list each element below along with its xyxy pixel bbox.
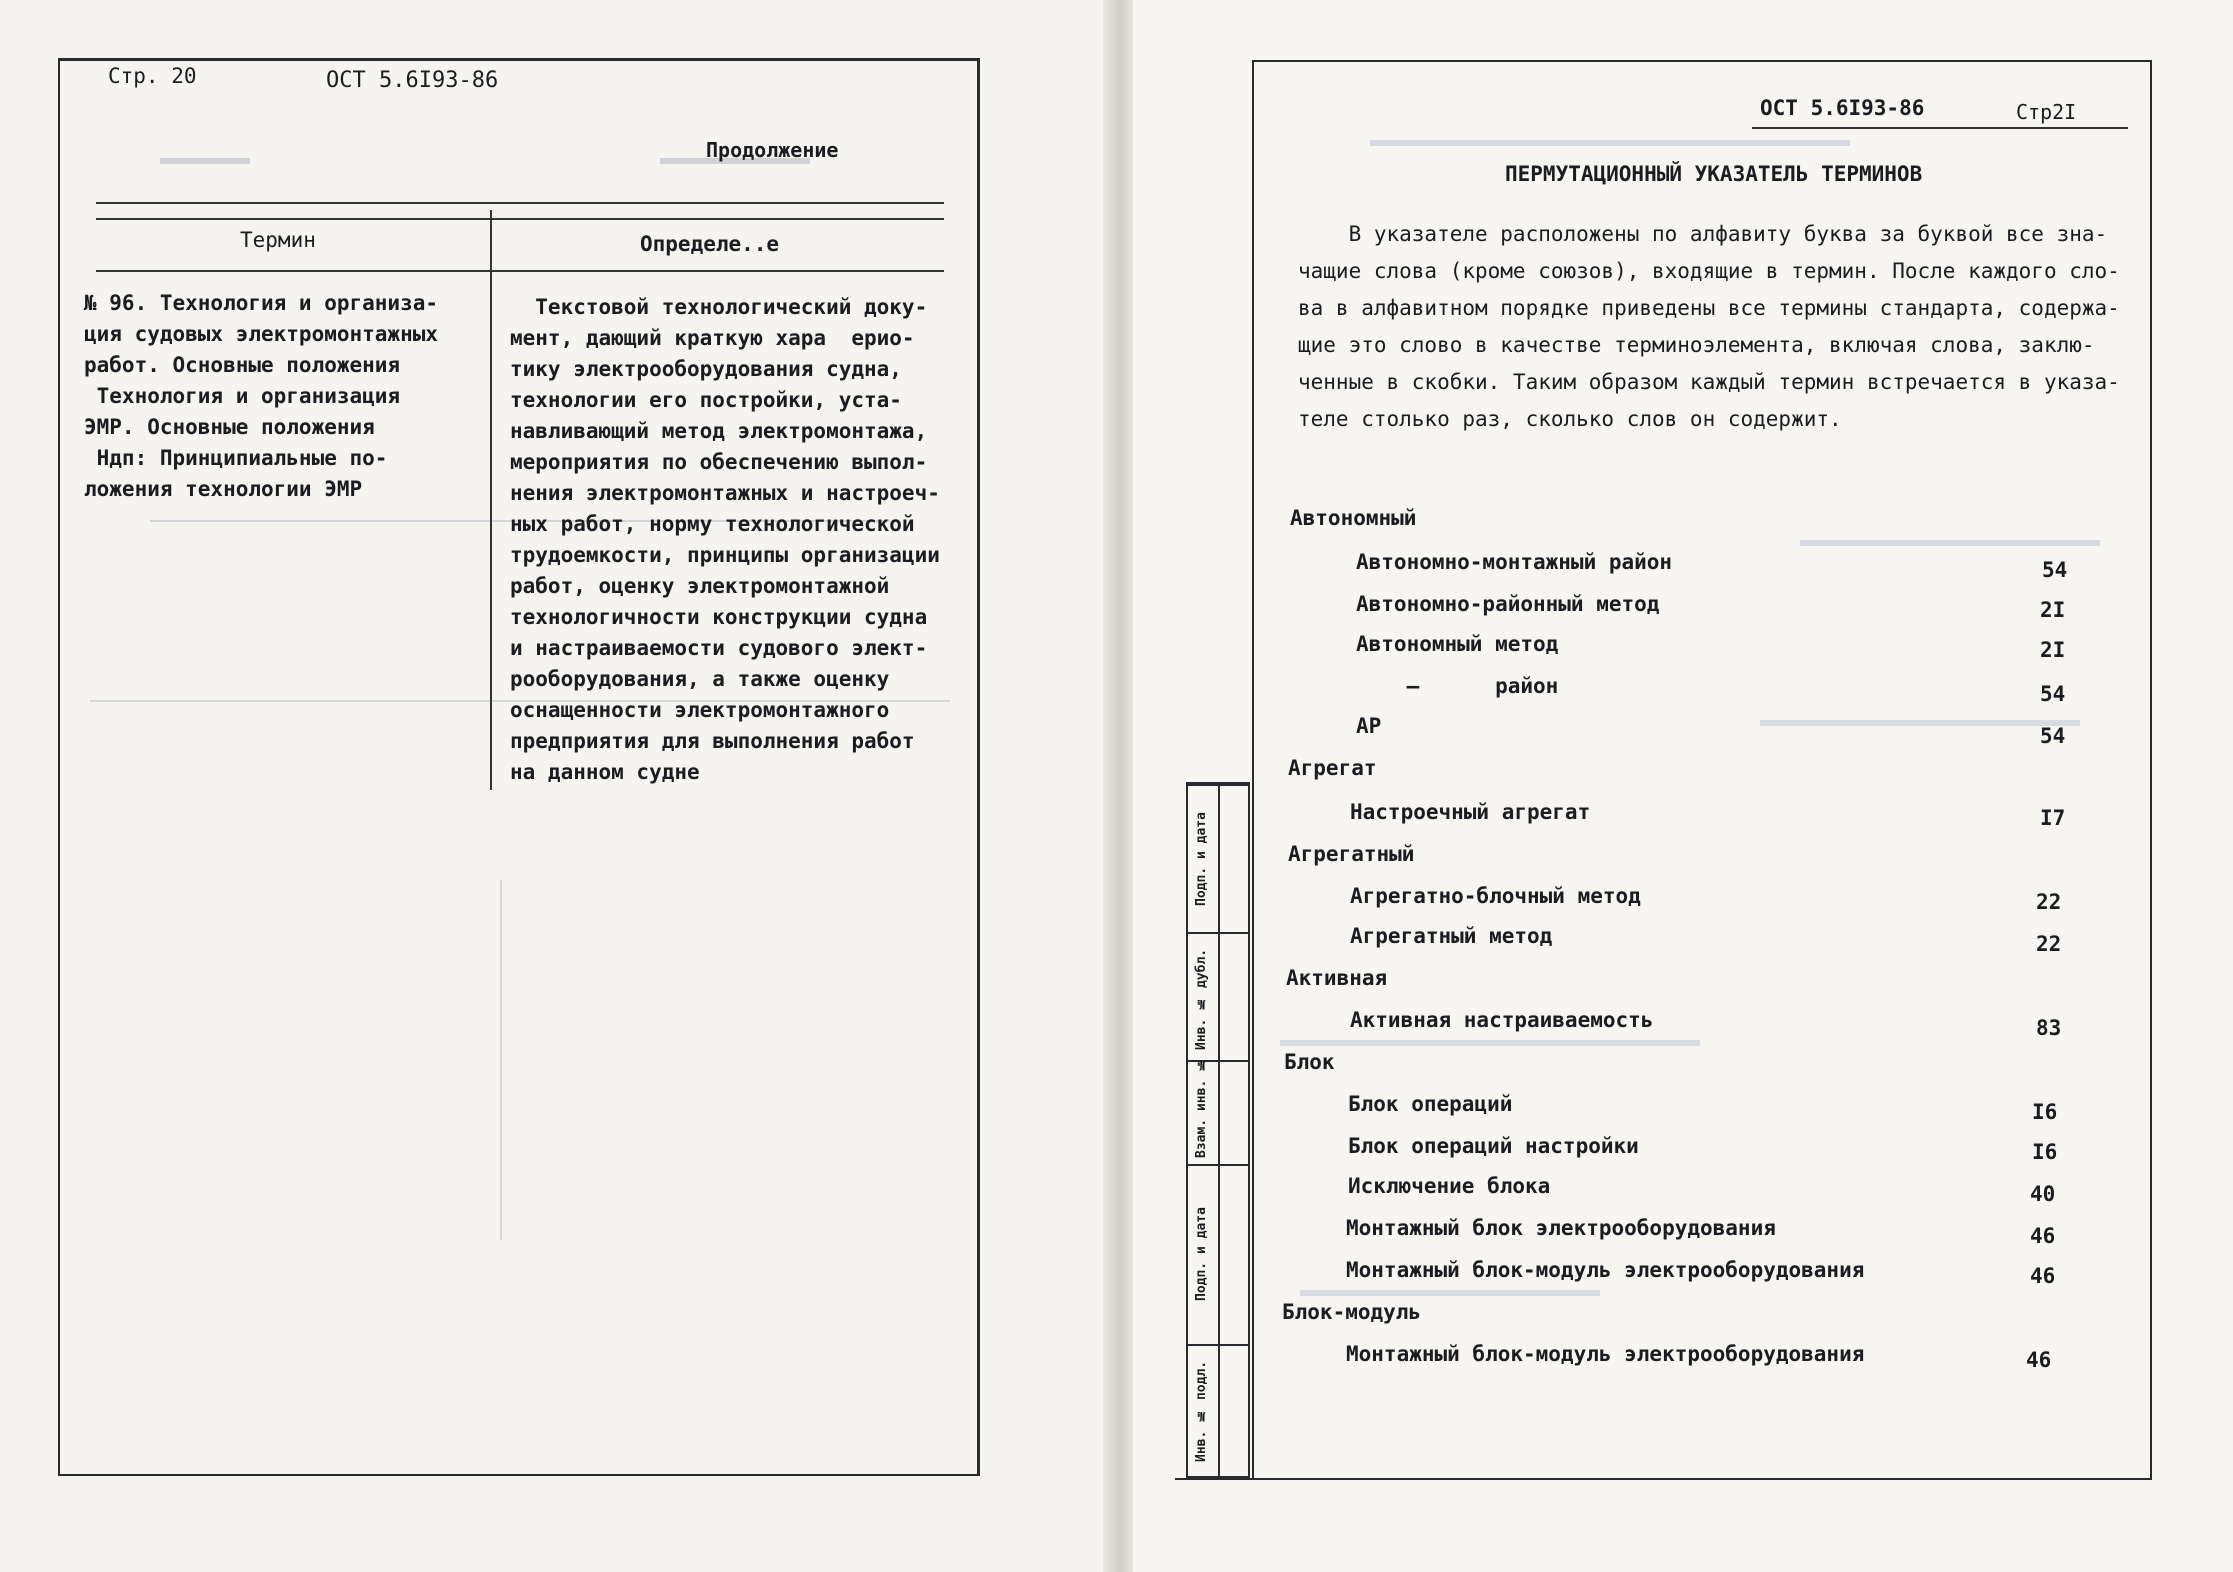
index-entry: Агрегатный метод (1350, 924, 1553, 948)
stamp-label: Инв. № подл. (1194, 1360, 1209, 1463)
column-header-definition: Определе..е (640, 232, 780, 256)
stamp-label: Взам. инв. № (1194, 1056, 1209, 1158)
index-heading: Активная (1286, 966, 1388, 990)
term-line: ЭМР. Основные положения (84, 415, 375, 439)
stamp-label: Подп. и дата (1194, 1207, 1209, 1301)
term-line: Технология и организация (84, 384, 401, 408)
index-entry: Монтажный блок-модуль электрооборудования (1346, 1342, 1865, 1366)
index-entry-page: 46 (2030, 1264, 2056, 1288)
definition-line: мент, дающий краткую хара ерио- (510, 326, 915, 350)
index-entry: Активная настраиваемость (1350, 1008, 1654, 1032)
definition-line: ных работ, норму технологической (510, 512, 915, 536)
right-page-frame-top (1252, 60, 2152, 62)
table-rule-top (96, 202, 944, 204)
index-entry-page: 2I (2040, 638, 2066, 662)
intro-line: ва в алфавитном порядке приведены все термины стандарта, содержа- (1298, 296, 2120, 320)
term-line: ция судовых электромонтажных (84, 322, 439, 346)
stamp-label: Инв. № дубл. (1194, 948, 1209, 1050)
left-page-number: Стр. 20 (108, 64, 197, 88)
right-page-number: Стр2I (2016, 100, 2077, 124)
index-entry: АР (1356, 714, 1382, 738)
index-entry-page: I7 (2040, 806, 2066, 830)
index-heading: Блок (1284, 1050, 1335, 1074)
index-entry: Автономно-районный метод (1356, 592, 1660, 616)
definition-line: трудоемкости, принципы организации (510, 543, 940, 567)
index-entry: Монтажный блок электрооборудования (1346, 1216, 1776, 1240)
term-line: Ндп: Принципиальные по- (84, 446, 388, 470)
index-entry-page: 54 (2040, 724, 2066, 748)
index-entry-page: I6 (2032, 1100, 2058, 1124)
definition-line: нения электромонтажных и настроеч- (510, 481, 940, 505)
index-entry-page: 22 (2036, 932, 2062, 956)
book-gutter (1103, 0, 1133, 1572)
index-entry-page: 46 (2026, 1348, 2052, 1372)
definition-line: рооборудования, а также оценку (510, 667, 890, 691)
definition-line: тику электрооборудования судна, (510, 357, 902, 381)
index-heading: Агрегатный (1288, 842, 1415, 866)
definition-line: и настраиваемости судового элект- (510, 636, 928, 660)
index-entry: Монтажный блок-модуль электрооборудования (1346, 1258, 1865, 1282)
term-line: № 96. Технология и организа- (84, 291, 439, 315)
definition-line: оснащенности электромонтажного (510, 698, 890, 722)
index-entry-page: 54 (2042, 558, 2068, 582)
index-entry: Блок операций настройки (1348, 1134, 1639, 1158)
index-entry-page: 46 (2030, 1224, 2056, 1248)
table-column-divider (490, 210, 492, 790)
index-heading: Блок-модуль (1282, 1300, 1422, 1324)
index-entry-page: 22 (2036, 890, 2062, 914)
term-cell (84, 288, 484, 505)
definition-line: технологичности конструкции судна (510, 605, 928, 629)
index-entry-page: 40 (2030, 1182, 2056, 1206)
intro-line: чащие слова (кроме союзов), входящие в термин. После каждого сло- (1298, 259, 2120, 283)
definition-line: технологии его постройки, уста- (510, 388, 902, 412)
table-rule-header (96, 270, 944, 272)
column-header-term: Термин (240, 228, 316, 252)
index-entry-page: I6 (2032, 1140, 2058, 1164)
index-intro (1298, 216, 2178, 438)
index-entry: Исключение блока (1348, 1174, 1551, 1198)
header-rule (1752, 127, 2128, 129)
table-rule-top-2 (96, 218, 944, 220)
definition-line: на данном судне (510, 760, 700, 784)
term-line: работ. Основные положения (84, 353, 401, 377)
intro-line: теле столько раз, сколько слов он содержит. (1298, 407, 1842, 431)
index-entry: Автономно-монтажный район (1356, 550, 1673, 574)
definition-line: работ, оценку электромонтажной (510, 574, 890, 598)
intro-line: ченные в скобки. Таким образом каждый термин встречается в указа- (1298, 370, 2120, 394)
definition-line: Текстовой технологический доку- (510, 295, 928, 319)
index-entry: Автономный метод (1356, 632, 1559, 656)
index-heading: Автономный (1290, 506, 1417, 530)
definition-cell (510, 292, 950, 788)
index-entry-page: 54 (2040, 682, 2066, 706)
index-entry: Блок операций (1348, 1092, 1513, 1116)
index-entry-page: 83 (2036, 1016, 2062, 1040)
continuation-label: Продолжение (706, 138, 839, 162)
index-entry-page: 2I (2040, 598, 2066, 622)
term-line: ложения технологии ЭМР (84, 477, 363, 501)
stamp-label: Подп. и дата (1194, 812, 1209, 906)
index-title: ПЕРМУТАЦИОННЫЙ УКАЗАТЕЛЬ ТЕРМИНОВ (1505, 162, 1923, 186)
right-page-frame-left (1252, 60, 1254, 1478)
index-entry: Агрегатно-блочный метод (1350, 884, 1641, 908)
intro-line: В указателе расположены по алфавиту буква за буквой все зна- (1298, 222, 2108, 246)
index-entry: — район (1356, 674, 1559, 698)
right-page-frame-bottom (1175, 1478, 2152, 1480)
left-page-frame-bottom (58, 1474, 980, 1476)
intro-line: щие это слово в качестве терминоэлемента, включая слова, заклю- (1298, 333, 2095, 357)
left-page-standard: ОСТ 5.6I93-86 (326, 68, 499, 93)
index-entry: Настроечный агрегат (1350, 800, 1591, 824)
side-stamp-block (1186, 782, 1250, 1478)
right-page-standard: ОСТ 5.6I93-86 (1760, 96, 1925, 120)
definition-line: мероприятия по обеспечению выпол- (510, 450, 928, 474)
index-heading: Агрегат (1288, 756, 1377, 780)
definition-line: предприятия для выполнения работ (510, 729, 915, 753)
definition-line: навливающий метод электромонтажа, (510, 419, 928, 443)
